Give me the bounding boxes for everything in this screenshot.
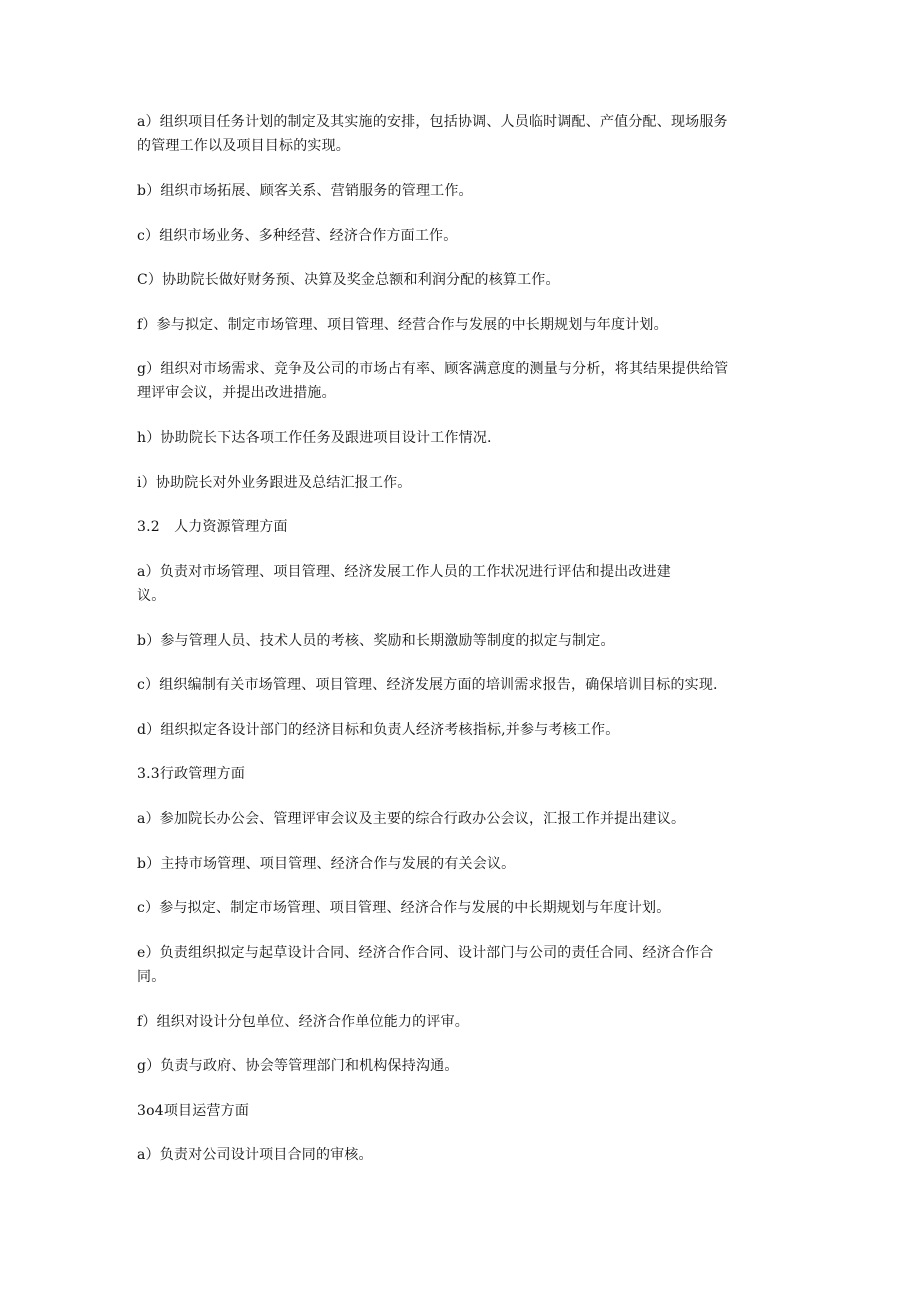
paragraph bbox=[137, 268, 787, 292]
paragraph bbox=[137, 807, 787, 831]
paragraph bbox=[137, 852, 787, 876]
paragraph bbox=[137, 471, 787, 495]
paragraph-line: i）协助院长对外业务跟进及总结汇报工作。 bbox=[137, 475, 412, 491]
paragraph bbox=[137, 1010, 787, 1034]
paragraph bbox=[137, 426, 787, 450]
section-heading-text: 3.3行政管理方面 bbox=[137, 766, 246, 782]
paragraph-line: g）组织对市场需求、竞争及公司的市场占有率、顾客满意度的测量与分析，将其结果提供给管 bbox=[137, 361, 729, 377]
paragraph bbox=[137, 629, 787, 653]
paragraph-line: c）组织市场业务、多种经营、经济合作方面工作。 bbox=[137, 228, 458, 244]
paragraph-line: c）参与拟定、制定市场管理、项目管理、经济合作与发展的中长期规划与年度计划。 bbox=[137, 900, 671, 916]
paragraph bbox=[137, 718, 787, 742]
paragraph-line: b）组织市场拓展、顾客关系、营销服务的管理工作。 bbox=[137, 183, 473, 199]
paragraph bbox=[137, 1054, 787, 1078]
paragraph-line: b）主持市场管理、项目管理、经济合作与发展的有关会议。 bbox=[137, 856, 516, 872]
paragraph bbox=[137, 896, 787, 920]
paragraph-line: b）参与管理人员、技术人员的考核、奖励和长期激励等制度的拟定与制定。 bbox=[137, 633, 615, 649]
paragraph-line: 议。 bbox=[137, 588, 166, 604]
section-heading bbox=[137, 762, 787, 786]
paragraph-line: g）负责与政府、协会等管理部门和机构保持沟通。 bbox=[137, 1058, 459, 1074]
paragraph-line: 的管理工作以及项目目标的实现。 bbox=[137, 138, 350, 154]
paragraph bbox=[137, 357, 787, 405]
paragraph-line: h）协助院长下达各项工作任务及跟进项目设计工作情况. bbox=[137, 430, 492, 446]
section-heading-text: 3.2 人力资源管理方面 bbox=[137, 519, 288, 535]
paragraph bbox=[137, 224, 787, 248]
paragraph-line: a）组织项目任务计划的制定及其实施的安排，包括协调、人员临时调配、产值分配、现场服务 bbox=[137, 114, 728, 130]
paragraph bbox=[137, 560, 787, 608]
paragraph-line: C）协助院长做好财务预、决算及奖金总额和利润分配的核算工作。 bbox=[137, 272, 560, 288]
paragraph-line: c）组织编制有关市场管理、项目管理、经济发展方面的培训需求报告，确保培训目标的实现. bbox=[137, 677, 718, 693]
paragraph-line: a）负责对公司设计项目合同的审核。 bbox=[137, 1147, 373, 1163]
paragraph-line: e）负责组织拟定与起草设计合同、经济合作合同、设计部门与公司的责任合同、经济合作合 bbox=[137, 945, 714, 961]
paragraph-line: f）参与拟定、制定市场管理、项目管理、经营合作与发展的中长期规划与年度计划。 bbox=[137, 317, 668, 333]
paragraph bbox=[137, 1143, 787, 1167]
paragraph-line: a）负责对市场管理、项目管理、经济发展工作人员的工作状况进行评估和提出改进建 bbox=[137, 564, 671, 580]
paragraph-line: 同。 bbox=[137, 969, 166, 985]
paragraph-line: d）组织拟定各设计部门的经济目标和负责人经济考核指标,并参与考核工作。 bbox=[137, 722, 620, 738]
section-heading bbox=[137, 1099, 787, 1123]
paragraph bbox=[137, 110, 787, 158]
paragraph bbox=[137, 941, 787, 989]
paragraph bbox=[137, 179, 787, 203]
section-heading-text: 3o4项目运营方面 bbox=[137, 1103, 250, 1119]
section-heading bbox=[137, 515, 787, 539]
paragraph-line: f）组织对设计分包单位、经济合作单位能力的评审。 bbox=[137, 1014, 469, 1030]
paragraph bbox=[137, 313, 787, 337]
paragraph-line: a）参加院长办公会、管理评审会议及主要的综合行政办公会议，汇报工作并提出建议。 bbox=[137, 811, 686, 827]
paragraph-line: 理评审会议，并提出改进措施。 bbox=[137, 385, 336, 401]
paragraph bbox=[137, 673, 787, 697]
